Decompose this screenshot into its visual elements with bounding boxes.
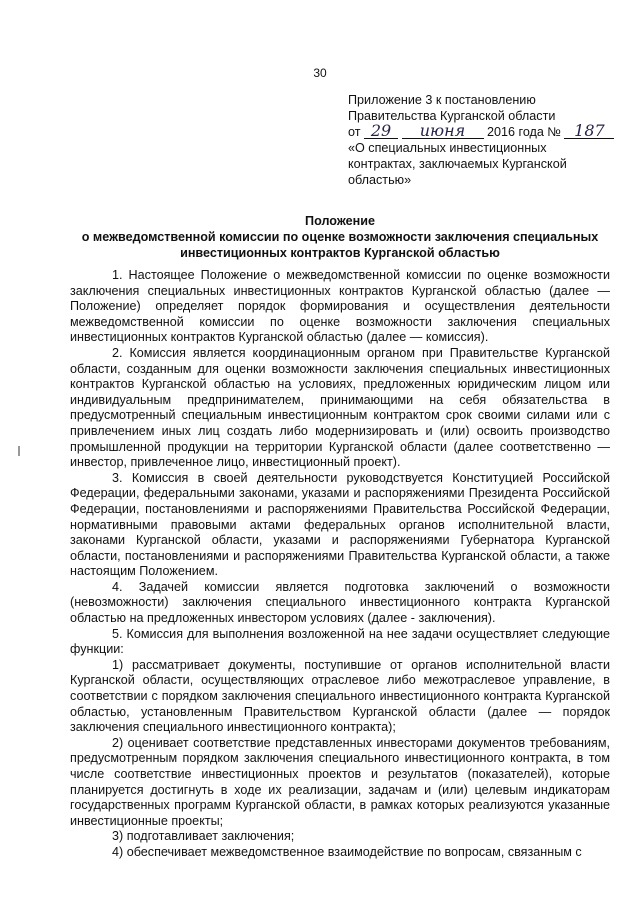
- document-title: [70, 213, 610, 261]
- title-line-2: о межведомственной комиссии по оценке возможности заключения специальных инвестиционных контрактов Курганской областью: [81, 230, 599, 260]
- appendix-from: от: [348, 125, 361, 139]
- paragraph: 3) подготавливает заключения;: [112, 829, 295, 844]
- appendix-year: 2016 года №: [487, 125, 561, 139]
- paragraph: 3. Комиссия в своей деятельности руководствуется Конституцией Российской Федерации, федеральными законами, указами и распоряжениями Президента Российской Федерации, постановлениями и распоряжениями Правительства Российской Федерации, нормативными правовыми актами федеральных органов исполнительной власти, законами Курганской области, указами и распоряжениями Губернатора Курганской области, постановлениями и распоряжениями Правительства Курганской области, а также настоящим Положением.: [70, 470, 610, 579]
- paragraph: 4. Задачей комиссии является подготовка заключений о возможности (невозможности) заключения специального инвестиционного контракта Курганской областью на предложенных инвестором условиях (далее - заключения).: [70, 579, 610, 626]
- handwritten-number: 187: [564, 124, 614, 139]
- appendix-subject: «О специальных инвестиционных контрактах, заключаемых Курганской областью»: [348, 141, 567, 187]
- paragraph: 4) обеспечивает межведомственное взаимодействие по вопросам, связанным с: [112, 844, 582, 859]
- document-body: [70, 268, 610, 861]
- handwritten-day: 29: [364, 124, 398, 139]
- paragraph: 5. Комиссия для выполнения возложенной на нее задачи осуществляет следующие функции:: [70, 626, 610, 657]
- paragraph: 2) оценивает соответствие представленных инвесторами документов требованиям, предусмотренным порядком заключения специального инвестиционного контракта, в том числе соответствие инвестиционных проектов и результатов (показателей), которые планируется достигнуть в ходе их реализации, задачам и (или) целевым индикаторам государственных программ Курганской области, в рамках которых реализуются указанные инвестиционные проекты;: [70, 735, 610, 828]
- appendix-line-2: Правительства Курганской области: [348, 109, 556, 123]
- paragraph: 1) рассматривает документы, поступившие от органов исполнительной власти Курганской области, осуществляющих отраслевое либо межотраслевое управление, в соответствии с порядком заключения специального инвестиционного контракта Курганской областью, установленным Правительством Курганской области (далее — порядок заключения специального инвестиционного контракта);: [70, 657, 610, 735]
- handwritten-month: июня: [402, 124, 484, 139]
- title-line-1: Положение: [305, 214, 375, 228]
- paragraph: 1. Настоящее Положение о межведомственной комиссии по оценке возможности заключения специальных инвестиционных контрактов Курганской областью (далее — Положение) определяет порядок формирования и осуществления деятельности межведомственной комиссии по оценке возможности заключения специальных инвестиционных контрактов Курганской областью (далее — комиссия).: [70, 268, 610, 345]
- appendix-date-line: [348, 121, 605, 140]
- appendix-line-1: Приложение 3 к постановлению: [348, 93, 536, 107]
- appendix-block: [348, 92, 605, 188]
- margin-mark: [18, 446, 20, 456]
- paragraph: 2. Комиссия является координационным органом при Правительстве Курганской области, созданным для оценки возможности заключения специальных инвестиционных контрактов Курганской областью на условиях, предложенных юридическим лицом или индивидуальным предпринимателем, принимающими на себя обязательства в предусмотренный специальным инвестиционным контрактом срок своими силами или с привлечением иных лиц создать либо модернизировать и (или) освоить производство промышленной продукции на территории Курганской области (далее соответственно — инвестор, привлеченное лицо, инвестиционный проект).: [70, 345, 610, 470]
- page-number: 30: [313, 66, 327, 80]
